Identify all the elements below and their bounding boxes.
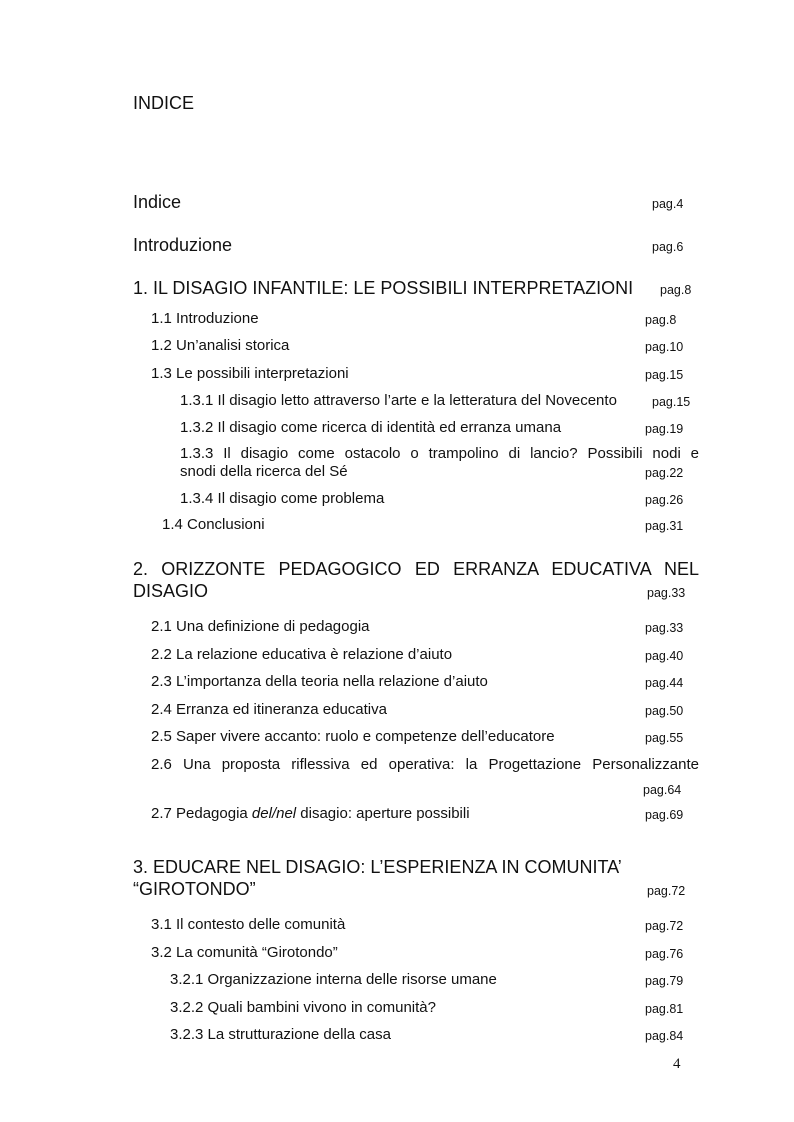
toc-entry-title: Indice	[133, 192, 182, 212]
toc-entry-title: 1.3 Le possibili interpretazioni	[151, 365, 349, 382]
toc-entry-title-line2: snodi della ricerca del Sé	[180, 463, 348, 480]
page-number: 4	[673, 1056, 681, 1072]
toc-section-1-4[interactable]	[162, 516, 265, 533]
toc-entry-title: 3.1 Il contesto delle comunità	[151, 916, 346, 933]
toc-entry-page: pag.33	[647, 586, 686, 600]
toc-section-1-1[interactable]	[151, 310, 259, 327]
toc-entry-title: 2.4 Erranza ed itineranza educativa	[151, 701, 387, 718]
toc-entry-page: pag.69	[645, 808, 684, 822]
toc-entry-page: pag.72	[645, 919, 684, 933]
toc-entry-title: 2.5 Saper vivere accanto: ruolo e competenze dell’educatore	[151, 728, 555, 745]
toc-entry-title: 1.3.1 Il disagio letto attraverso l’arte e la letteratura del Novecento	[180, 392, 617, 409]
toc-chapter-2[interactable]	[133, 559, 699, 580]
toc-section-2-4[interactable]	[151, 701, 387, 718]
toc-entry-page: pag.33	[645, 621, 684, 635]
toc-entry-title: 1.1 Introduzione	[151, 310, 259, 327]
toc-subsection-1-3-3[interactable]	[180, 445, 699, 462]
toc-entry-page: pag.4	[652, 197, 684, 211]
toc-section-2-1[interactable]	[151, 618, 370, 635]
toc-entry-page: pag.55	[645, 731, 684, 745]
toc-entry-title: 3.2.2 Quali bambini vivono in comunità?	[170, 999, 436, 1016]
toc-entry-page: pag.81	[645, 1002, 684, 1016]
toc-entry-page: pag.50	[645, 704, 684, 718]
toc-subsection-3-2-1[interactable]	[170, 971, 497, 988]
toc-entry-page: pag.26	[645, 493, 684, 507]
toc-entry-title: 2.2 La relazione educativa è relazione d’aiuto	[151, 646, 453, 663]
toc-entry-page: pag.84	[645, 1029, 684, 1043]
toc-entry-title-suffix: disagio: aperture possibili	[296, 805, 470, 822]
toc-section-2-6[interactable]	[151, 756, 699, 773]
toc-entry-title: 1. IL DISAGIO INFANTILE: LE POSSIBILI INTERPRETAZIONI	[133, 278, 634, 298]
toc-entry-page: pag.79	[645, 974, 684, 988]
toc-subsection-1-3-2[interactable]	[180, 419, 561, 436]
toc-subsection-3-2-3[interactable]	[170, 1026, 391, 1043]
toc-subsection-1-3-3-cont	[180, 463, 348, 480]
toc-entry-title-line2: DISAGIO	[133, 581, 209, 601]
toc-entry-title: 3.2.3 La strutturazione della casa	[170, 1026, 391, 1043]
toc-entry-page: pag.19	[645, 422, 684, 436]
toc-entry-page: pag.6	[652, 240, 684, 254]
toc-section-3-1[interactable]	[151, 916, 345, 933]
toc-entry-page: pag.15	[645, 368, 684, 382]
toc-subsection-1-3-1[interactable]	[180, 392, 617, 409]
toc-chapter-1[interactable]	[133, 278, 633, 299]
toc-entry-page: pag.31	[645, 519, 684, 533]
toc-chapter-3[interactable]	[133, 857, 622, 878]
toc-entry-title: 1.4 Conclusioni	[162, 516, 265, 533]
toc-section-2-5[interactable]	[151, 728, 555, 745]
toc-entry-title-emphasis: del/nel	[251, 805, 297, 822]
toc-entry-page: pag.10	[645, 340, 684, 354]
toc-entry-page: pag.15	[652, 395, 691, 409]
toc-entry-title-prefix: 2.7 Pedagogia	[151, 805, 252, 822]
toc-subsection-1-3-4[interactable]	[180, 490, 384, 507]
toc-section-2-7[interactable]	[151, 805, 470, 822]
toc-entry-title-line2: “GIROTONDO”	[133, 879, 256, 899]
toc-entry-title: 2.3 L’importanza della teoria nella relazione d’aiuto	[151, 673, 488, 690]
toc-entry-page: pag.72	[647, 884, 686, 898]
toc-section-1-2[interactable]	[151, 337, 289, 354]
toc-entry-title: 3.2.1 Organizzazione interna delle risorse umane	[170, 971, 497, 988]
toc-entry-title-line1: 3. EDUCARE NEL DISAGIO: L’ESPERIENZA IN COMUNITA’	[133, 857, 622, 877]
toc-entry-title-line1: 2. ORIZZONTE PEDAGOGICO ED ERRANZA EDUCATIVA NEL	[133, 559, 699, 579]
toc-entry-title: 1.3.4 Il disagio come problema	[180, 490, 385, 507]
toc-entry-page: pag.76	[645, 947, 684, 961]
toc-subsection-3-2-2[interactable]	[170, 999, 436, 1016]
toc-entry-introduzione[interactable]	[133, 235, 232, 256]
toc-entry-page: pag.40	[645, 649, 684, 663]
toc-section-2-2[interactable]	[151, 646, 452, 663]
toc-chapter-2-cont	[133, 581, 208, 602]
toc-entry-title: Introduzione	[133, 235, 233, 255]
toc-entry-title: 3.2 La comunità “Girotondo”	[151, 944, 338, 961]
toc-section-3-2[interactable]	[151, 944, 338, 961]
toc-entry-indice[interactable]	[133, 192, 181, 213]
toc-chapter-3-cont	[133, 879, 256, 900]
toc-entry-page: pag.44	[645, 676, 684, 690]
toc-entry-title: 1.3.2 Il disagio come ricerca di identità ed erranza umana	[180, 419, 562, 436]
toc-entry-page: pag.22	[645, 466, 684, 480]
toc-section-2-3[interactable]	[151, 673, 488, 690]
page-heading: INDICE	[133, 93, 195, 113]
toc-entry-title-line1: 1.3.3 Il disagio come ostacolo o trampolino di lancio? Possibili nodi e	[180, 445, 699, 462]
toc-section-1-3[interactable]	[151, 365, 349, 382]
toc-entry-title: 2.6 Una proposta riflessiva ed operativa: la Progettazione Personalizzante	[151, 756, 699, 773]
toc-entry-page: pag.64	[643, 783, 682, 797]
toc-entry-title: 1.2 Un’analisi storica	[151, 337, 290, 354]
toc-entry-page: pag.8	[660, 283, 692, 297]
toc-entry-title: 2.1 Una definizione di pedagogia	[151, 618, 370, 635]
toc-entry-page: pag.8	[645, 313, 677, 327]
